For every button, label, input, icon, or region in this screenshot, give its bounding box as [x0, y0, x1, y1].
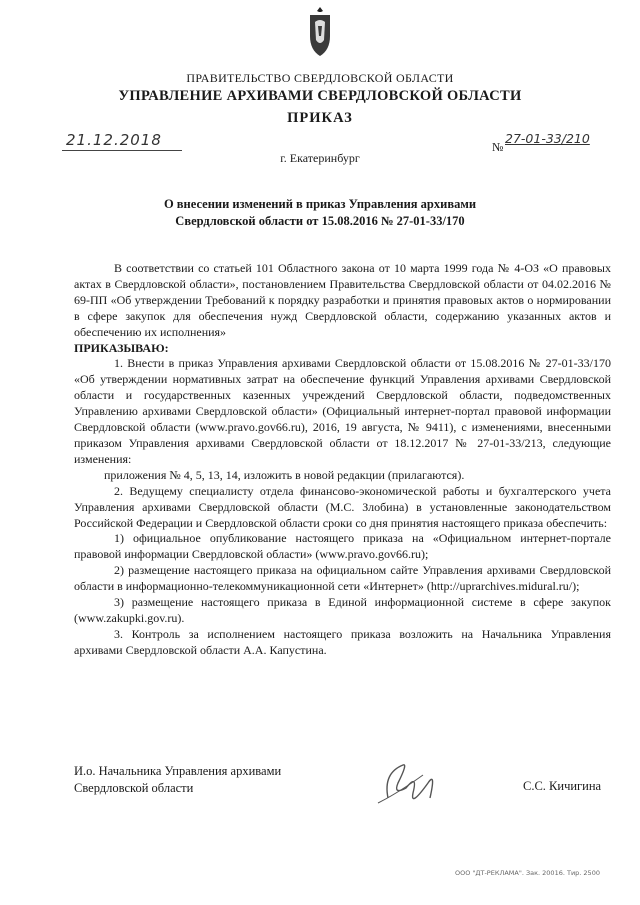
order-number: 27-01-33/210 — [505, 131, 590, 146]
handwritten-signature — [368, 753, 448, 813]
item-1: 1. Внести в приказ Управления архивами Свердловской области от 15.08.2016 № 27-01-33/170 «Об утверждении нормативных затрат на обеспечение функций Управления архивами Свердловской области и государственных казенных учреждений Свердловской области, подведомственных Управлению архивами Свердловской области» (Официальный интернет-портал правовой информации Свердловской области (www.pravo.gov66.ru), 2016, 19 августа, № 9411), с изменениями, внесенными приказом Управления архивами Свердловской области от 18.12.2017 № 27-01-33/213, следующие изменения: — [74, 356, 611, 466]
coat-of-arms-emblem — [305, 6, 335, 58]
number-sign: № — [492, 140, 504, 154]
document-title — [70, 196, 570, 230]
item-2-1: 1) официальное опубликование настоящего приказа на «Официальном интернет-портале правовой информации Свердловской области» (www.pravo.gov66.ru); — [74, 531, 611, 562]
item-1-sub: приложения № 4, 5, 13, 14, изложить в новой редакции (прилагаются). — [104, 467, 465, 482]
title-line-1: О внесении изменений в приказ Управления архивами — [163, 197, 477, 211]
document-type: ПРИКАЗ — [287, 110, 353, 126]
position-line-1: И.о. Начальника Управления архивами — [74, 764, 282, 778]
department-name: УПРАВЛЕНИЕ АРХИВАМИ СВЕРДЛОВСКОЙ ОБЛАСТИ — [118, 88, 522, 104]
signatory-name: С.С. Кичигина — [523, 779, 602, 793]
item-2-3: 3) размещение настоящего приказа в Единой информационной системе в сфере закупок (www.zakupki.gov.ru). — [74, 595, 611, 625]
order-date: 21.12.2018 — [66, 131, 162, 149]
item-2: 2. Ведущему специалисту отдела финансово-экономической работы и бухгалтерского учета Управления архивами Свердловской области (М.С. Злобина) в установленные законодательством Российской Федерации и Свердловской области сроки со дня принятия настоящего приказа обеспечить: — [74, 483, 611, 530]
government-name: ПРАВИТЕЛЬСТВО СВЕРДЛОВСКОЙ ОБЛАСТИ — [186, 71, 454, 85]
preamble: В соответствии со статьей 101 Областного закона от 10 марта 1999 года № 4-ОЗ «О правовых актах в Свердловской области», постановлением Правительства Свердловской области от 04.02.2016 № 69-ПП «Об утверждении Требований к порядку разработки и принятия правовых актов о нормировании в сфере закупок для обеспечения нужд Свердловской области, содержанию указанных актов и обеспечению их исполнения» — [74, 261, 611, 339]
position-line-2: Свердловской области — [74, 781, 194, 795]
item-3: 3. Контроль за исполнением настоящего приказа возложить на Начальника Управления архивами Свердловской области А.А. Капустина. — [74, 626, 611, 657]
city: г. Екатеринбург — [280, 151, 360, 165]
signatory-position — [74, 763, 281, 797]
title-line-2: Свердловской области от 15.08.2016 № 27-01-33/170 — [175, 214, 465, 228]
item-2-2: 2) размещение настоящего приказа на официальном сайте Управления архивами Свердловской области в информационно-телекоммуникационной сети «Интернет» (http://uprarchives.midural.ru/); — [74, 563, 611, 594]
document-body — [74, 261, 611, 659]
order-keyword: ПРИКАЗЫВАЮ: — [74, 340, 169, 355]
printing-info: ООО "ДТ-РЕКЛАМА". Зак. 20016. Тир. 2500 — [455, 869, 600, 877]
